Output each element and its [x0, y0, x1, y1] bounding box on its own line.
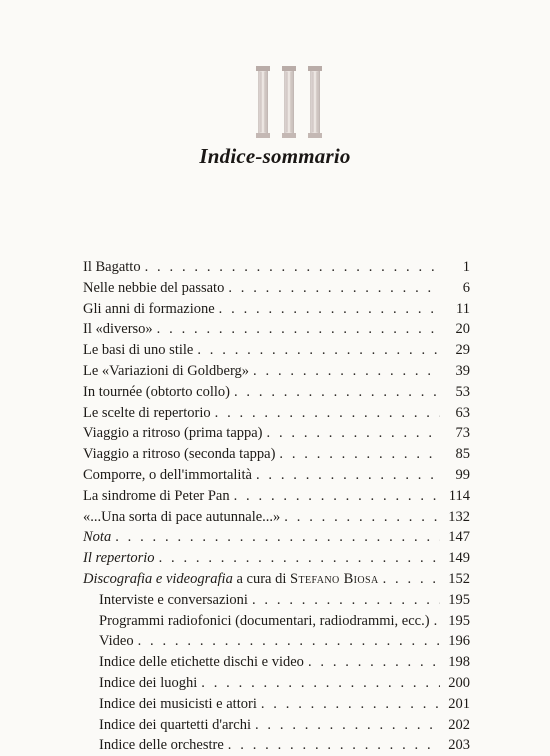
toc-entry-title-part: a cura di	[232, 570, 290, 587]
toc-entry-title-part: Interviste e conversazioni	[99, 591, 248, 608]
dot-leader	[138, 631, 440, 652]
toc-entry-title-part: Viaggio a ritroso (seconda tappa)	[83, 446, 276, 463]
toc-entry-title-part: Indice delle orchestre	[99, 737, 224, 754]
toc-page-number: 149	[448, 550, 470, 567]
dot-leader	[197, 340, 440, 361]
toc-entry	[83, 444, 470, 465]
toc-subentry	[83, 715, 470, 736]
toc-page-number: 6	[462, 279, 470, 296]
toc-page-number: 203	[448, 737, 470, 754]
toc-entry-title-part: Le basi di uno stile	[83, 342, 194, 359]
toc-subentry	[83, 673, 470, 694]
dot-leader	[279, 444, 440, 465]
toc-page-number: 152	[448, 570, 470, 587]
dot-leader	[145, 257, 440, 278]
toc-entry-title-part: Indice dei quartetti d'archi	[99, 716, 251, 733]
toc-entry-title-part: Il repertorio	[83, 550, 155, 567]
toc-entry	[83, 569, 470, 590]
dot-leader	[228, 735, 440, 756]
toc-entry-title	[99, 611, 430, 632]
toc-entry-title-part: Video	[99, 633, 134, 650]
dot-leader	[115, 527, 440, 548]
toc-entry-title	[99, 673, 197, 694]
toc-entry-title	[83, 340, 193, 361]
dot-leader	[308, 652, 440, 673]
toc-entry-title	[99, 694, 257, 715]
toc-entry-title	[83, 403, 211, 424]
dot-leader	[159, 548, 440, 569]
toc-page-number: 53	[455, 383, 470, 400]
toc-entry-title	[83, 507, 280, 528]
toc-entry-title-part: La sindrome di Peter Pan	[83, 487, 230, 504]
toc-entry	[83, 361, 470, 382]
toc-subentry	[83, 631, 470, 652]
dot-leader	[252, 590, 440, 611]
dot-leader	[383, 569, 440, 590]
toc-entry-title	[83, 299, 215, 320]
toc-entry-title-part: Il Bagatto	[83, 259, 141, 275]
toc-entry-title-part: Indice dei musicisti e attori	[99, 695, 257, 712]
toc-page-number: 147	[448, 529, 470, 546]
toc-entry	[83, 382, 470, 403]
toc-page-number: 39	[455, 362, 470, 379]
toc-entry-title-part: Indice delle etichette dischi e video	[99, 654, 304, 671]
toc-entry-title	[83, 548, 155, 569]
toc-entry-title	[83, 465, 252, 486]
dot-leader	[267, 423, 440, 444]
toc-entry	[83, 278, 470, 299]
toc-subentry	[83, 735, 470, 756]
dot-leader	[234, 486, 440, 507]
toc-entry-title-part: «...Una sorta di pace autunnale...»	[83, 508, 281, 525]
toc-page-number: 202	[448, 716, 470, 733]
toc-entry-title-part: Le scelte di repertorio	[83, 404, 211, 421]
toc-page-number: 85	[455, 446, 470, 463]
toc-page-number: 195	[448, 612, 470, 629]
page-title: Indice-sommario	[199, 144, 351, 168]
dot-leader	[255, 715, 440, 736]
toc-entry-title	[99, 631, 134, 652]
toc-entry-title-part: Programmi radiofonici (documentari, radiodrammi, ecc.)	[99, 612, 430, 629]
toc-entry	[83, 527, 470, 548]
column-ornament-icon	[254, 66, 324, 138]
toc-page-number: 11	[456, 300, 470, 317]
toc-page-number: 195	[448, 591, 470, 608]
toc-entry	[83, 465, 470, 486]
toc-page-number: 201	[448, 695, 470, 712]
toc-entry	[83, 257, 470, 278]
toc-entry	[83, 340, 470, 361]
toc-entry-title	[83, 257, 141, 278]
toc-entry	[83, 319, 470, 340]
toc-entry-title-part: Nota	[83, 529, 112, 546]
toc-page-number: 20	[455, 321, 470, 338]
toc-entry	[83, 507, 470, 528]
dot-leader	[215, 403, 440, 424]
dot-leader	[253, 361, 440, 382]
toc-entry-title-part: In tournée (obtorto collo)	[83, 383, 230, 400]
toc-page-number: 200	[448, 674, 470, 691]
toc-page-number: 99	[455, 466, 470, 483]
toc-entry	[83, 548, 470, 569]
dot-leader	[256, 465, 440, 486]
dot-leader	[157, 319, 440, 340]
toc-entry-title	[83, 278, 224, 299]
toc-page-number: 198	[448, 654, 470, 671]
toc-page-number: 29	[455, 342, 470, 359]
toc-entry-title	[99, 590, 248, 611]
toc-entry-title	[83, 444, 275, 465]
toc-entry-title-part: Discografia e videografia	[83, 570, 233, 587]
dot-leader	[201, 673, 440, 694]
toc-subentry	[83, 611, 470, 632]
toc-page-number: 132	[448, 508, 470, 525]
toc-entry-title	[83, 527, 111, 548]
toc-entry-title-part: Gli anni di formazione	[83, 300, 215, 317]
dot-leader	[284, 507, 440, 528]
toc-entry-title-part: Nelle nebbie del passato	[83, 279, 225, 296]
toc-entry	[83, 486, 470, 507]
toc-page-number: 114	[448, 487, 470, 504]
toc-entry-title-part: Indice dei luoghi	[99, 674, 198, 691]
toc-entry-title	[83, 486, 230, 507]
toc-entry-title	[83, 382, 230, 403]
toc-entry-title	[83, 319, 153, 340]
toc-entry-title-part: Il «diverso»	[83, 321, 153, 338]
table-of-contents	[83, 257, 470, 756]
toc-entry-title-part: Stefano Biosa	[290, 570, 379, 587]
toc-page-number: 1	[462, 259, 470, 275]
toc-entry	[83, 299, 470, 320]
toc-entry-title	[99, 652, 304, 673]
toc-subentry	[83, 652, 470, 673]
toc-entry	[83, 423, 470, 444]
toc-entry-title	[83, 423, 263, 444]
toc-entry-title-part: Viaggio a ritroso (prima tappa)	[83, 425, 263, 442]
toc-entry-title-part: Comporre, o dell'immortalità	[83, 466, 252, 483]
toc-entry-title	[83, 569, 379, 590]
toc-entry-title	[83, 361, 249, 382]
dot-leader	[434, 611, 440, 632]
dot-leader	[234, 382, 440, 403]
toc-page-number: 63	[455, 404, 470, 421]
dot-leader	[219, 299, 440, 320]
toc-entry-title-part: Le «Variazioni di Goldberg»	[83, 362, 250, 379]
dot-leader	[228, 278, 440, 299]
toc-page-number: 73	[455, 425, 470, 442]
toc-entry-title	[99, 735, 224, 756]
toc-entry-title	[99, 715, 251, 736]
toc-subentry	[83, 590, 470, 611]
toc-subentry	[83, 694, 470, 715]
toc-page-number: 196	[448, 633, 470, 650]
toc-entry	[83, 403, 470, 424]
dot-leader	[261, 694, 440, 715]
